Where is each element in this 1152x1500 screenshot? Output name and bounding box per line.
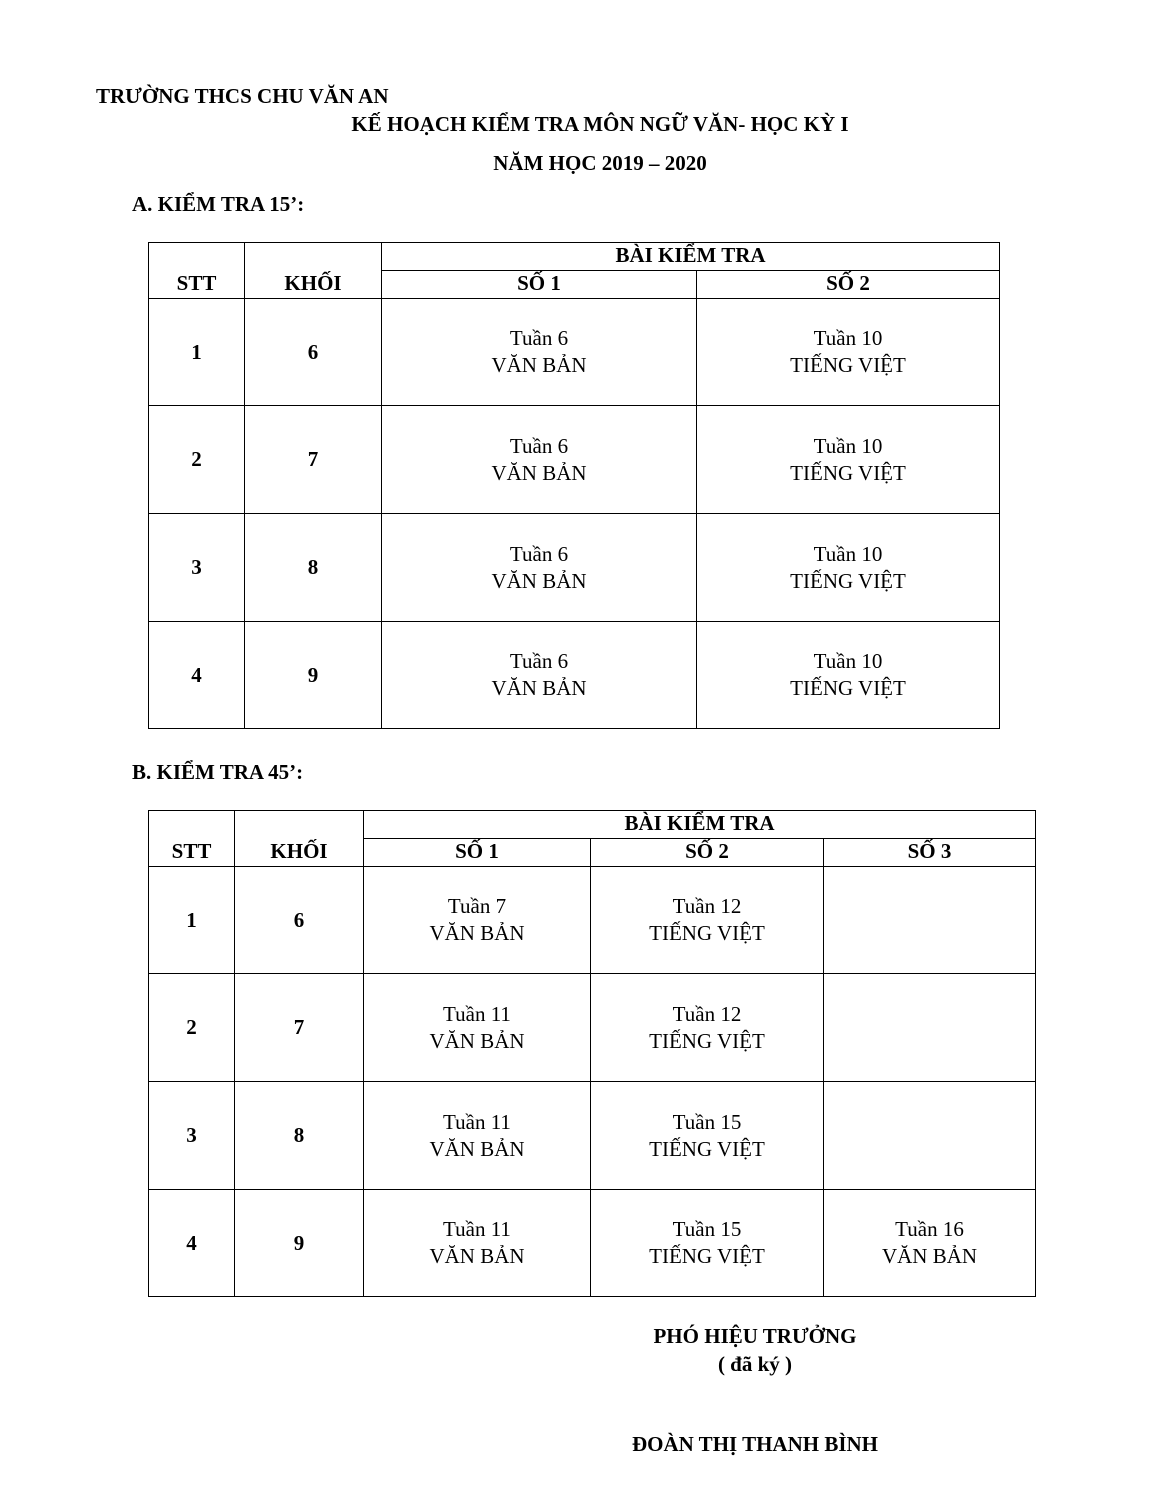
khoi-cell: 8	[245, 514, 382, 622]
test-cell	[824, 1190, 1036, 1297]
stt-cell: 2	[149, 406, 245, 514]
col-header-group: BÀI KIỂM TRA	[382, 243, 1000, 271]
khoi-cell: 6	[235, 867, 364, 974]
section-a-heading: A. KIỂM TRA 15’:	[132, 192, 305, 216]
week-text: Tuần 11	[443, 1001, 511, 1026]
test-cell	[364, 1082, 591, 1190]
type-text: VĂN BẢN	[429, 1244, 525, 1268]
col-header-stt: STT	[149, 243, 245, 299]
type-text: TIẾNG VIỆT	[790, 676, 906, 700]
week-text: Tuần 16	[895, 1217, 964, 1241]
khoi-cell: 7	[235, 974, 364, 1082]
week-text: Tuần 6	[509, 326, 569, 350]
test-cell	[364, 1190, 591, 1297]
week-text: Tuần 6	[509, 433, 569, 458]
stt-cell: 3	[149, 1082, 235, 1190]
type-text: VĂN BẢN	[491, 568, 587, 593]
test-cell	[364, 974, 591, 1082]
type-text: VĂN BẢN	[881, 1244, 978, 1268]
test-cell	[382, 299, 697, 406]
school-year: NĂM HỌC 2019 – 2020	[493, 151, 707, 175]
test-cell	[591, 1190, 824, 1297]
table-row	[149, 514, 1000, 622]
table-row	[149, 299, 1000, 406]
week-text: Tuần 11	[443, 1217, 511, 1241]
week-text: Tuần 15	[672, 1217, 742, 1241]
test-cell	[697, 299, 1000, 406]
table-row	[149, 1190, 1036, 1297]
test-cell	[824, 867, 1036, 974]
type-text: TIẾNG VIỆT	[649, 1136, 765, 1161]
col-header-test-2: SỐ 2	[697, 271, 1000, 299]
col-header-test-1: SỐ 1	[382, 271, 697, 299]
test-cell	[697, 406, 1000, 514]
week-text: Tuần 15	[672, 1109, 742, 1134]
week-text: Tuần 10	[813, 326, 883, 350]
test-cell	[382, 406, 697, 514]
col-header-khoi: KHỐI	[245, 243, 382, 299]
section-a-table	[148, 242, 1000, 729]
test-cell	[591, 974, 824, 1082]
table-row	[149, 974, 1036, 1082]
week-text: Tuần 6	[509, 649, 569, 673]
col-header-khoi: KHỐI	[235, 811, 364, 867]
test-cell	[697, 514, 1000, 622]
type-text: TIẾNG VIỆT	[790, 460, 906, 485]
type-text: VĂN BẢN	[491, 460, 587, 485]
week-text: Tuần 12	[672, 894, 742, 918]
stt-cell: 1	[149, 299, 245, 406]
type-text: VĂN BẢN	[491, 676, 587, 700]
week-text: Tuần 11	[443, 1109, 511, 1134]
type-text: TIẾNG VIỆT	[790, 568, 906, 593]
type-text: TIẾNG VIỆT	[649, 1028, 765, 1053]
test-cell	[824, 1082, 1036, 1190]
test-cell	[824, 974, 1036, 1082]
signature-status: ( đã ký )	[717, 1352, 793, 1376]
type-text: TIẾNG VIỆT	[649, 921, 765, 945]
test-cell	[364, 867, 591, 974]
type-text: VĂN BẢN	[491, 353, 587, 377]
col-header-test-1: SỐ 1	[364, 839, 591, 867]
school-name: TRƯỜNG THCS CHU VĂN AN	[96, 84, 389, 108]
stt-cell: 2	[149, 974, 235, 1082]
khoi-cell: 8	[235, 1082, 364, 1190]
table-row	[149, 1082, 1036, 1190]
signer-role: PHÓ HIỆU TRƯỞNG	[653, 1324, 857, 1348]
type-text: TIẾNG VIỆT	[790, 353, 906, 377]
week-text: Tuần 6	[509, 541, 569, 566]
stt-cell: 3	[149, 514, 245, 622]
col-header-group: BÀI KIỂM TRA	[364, 811, 1036, 839]
khoi-cell: 9	[235, 1190, 364, 1297]
week-text: Tuần 12	[672, 1001, 742, 1026]
stt-cell: 1	[149, 867, 235, 974]
khoi-cell: 6	[245, 299, 382, 406]
test-cell	[591, 867, 824, 974]
table-row	[149, 406, 1000, 514]
section-b-heading: B. KIỂM TRA 45’:	[132, 760, 304, 784]
col-header-test-2: SỐ 2	[591, 839, 824, 867]
stt-cell: 4	[149, 622, 245, 729]
document-title: KẾ HOẠCH KIỂM TRA MÔN NGỮ VĂN- HỌC KỲ I	[351, 112, 849, 136]
week-text: Tuần 10	[813, 541, 883, 566]
stt-cell: 4	[149, 1190, 235, 1297]
type-text: TIẾNG VIỆT	[649, 1244, 765, 1268]
khoi-cell: 9	[245, 622, 382, 729]
khoi-cell: 7	[245, 406, 382, 514]
section-b-table	[148, 810, 1036, 1297]
test-cell	[382, 622, 697, 729]
table-row	[149, 867, 1036, 974]
type-text: VĂN BẢN	[429, 921, 525, 945]
test-cell	[591, 1082, 824, 1190]
type-text: VĂN BẢN	[429, 1028, 525, 1053]
signer-name: ĐOÀN THỊ THANH BÌNH	[631, 1432, 879, 1456]
col-header-test-3: SỐ 3	[824, 839, 1036, 867]
col-header-stt: STT	[149, 811, 235, 867]
week-text: Tuần 7	[447, 894, 507, 918]
test-cell	[697, 622, 1000, 729]
week-text: Tuần 10	[813, 433, 883, 458]
week-text: Tuần 10	[813, 649, 883, 673]
table-row	[149, 622, 1000, 729]
type-text: VĂN BẢN	[429, 1136, 525, 1161]
test-cell	[382, 514, 697, 622]
